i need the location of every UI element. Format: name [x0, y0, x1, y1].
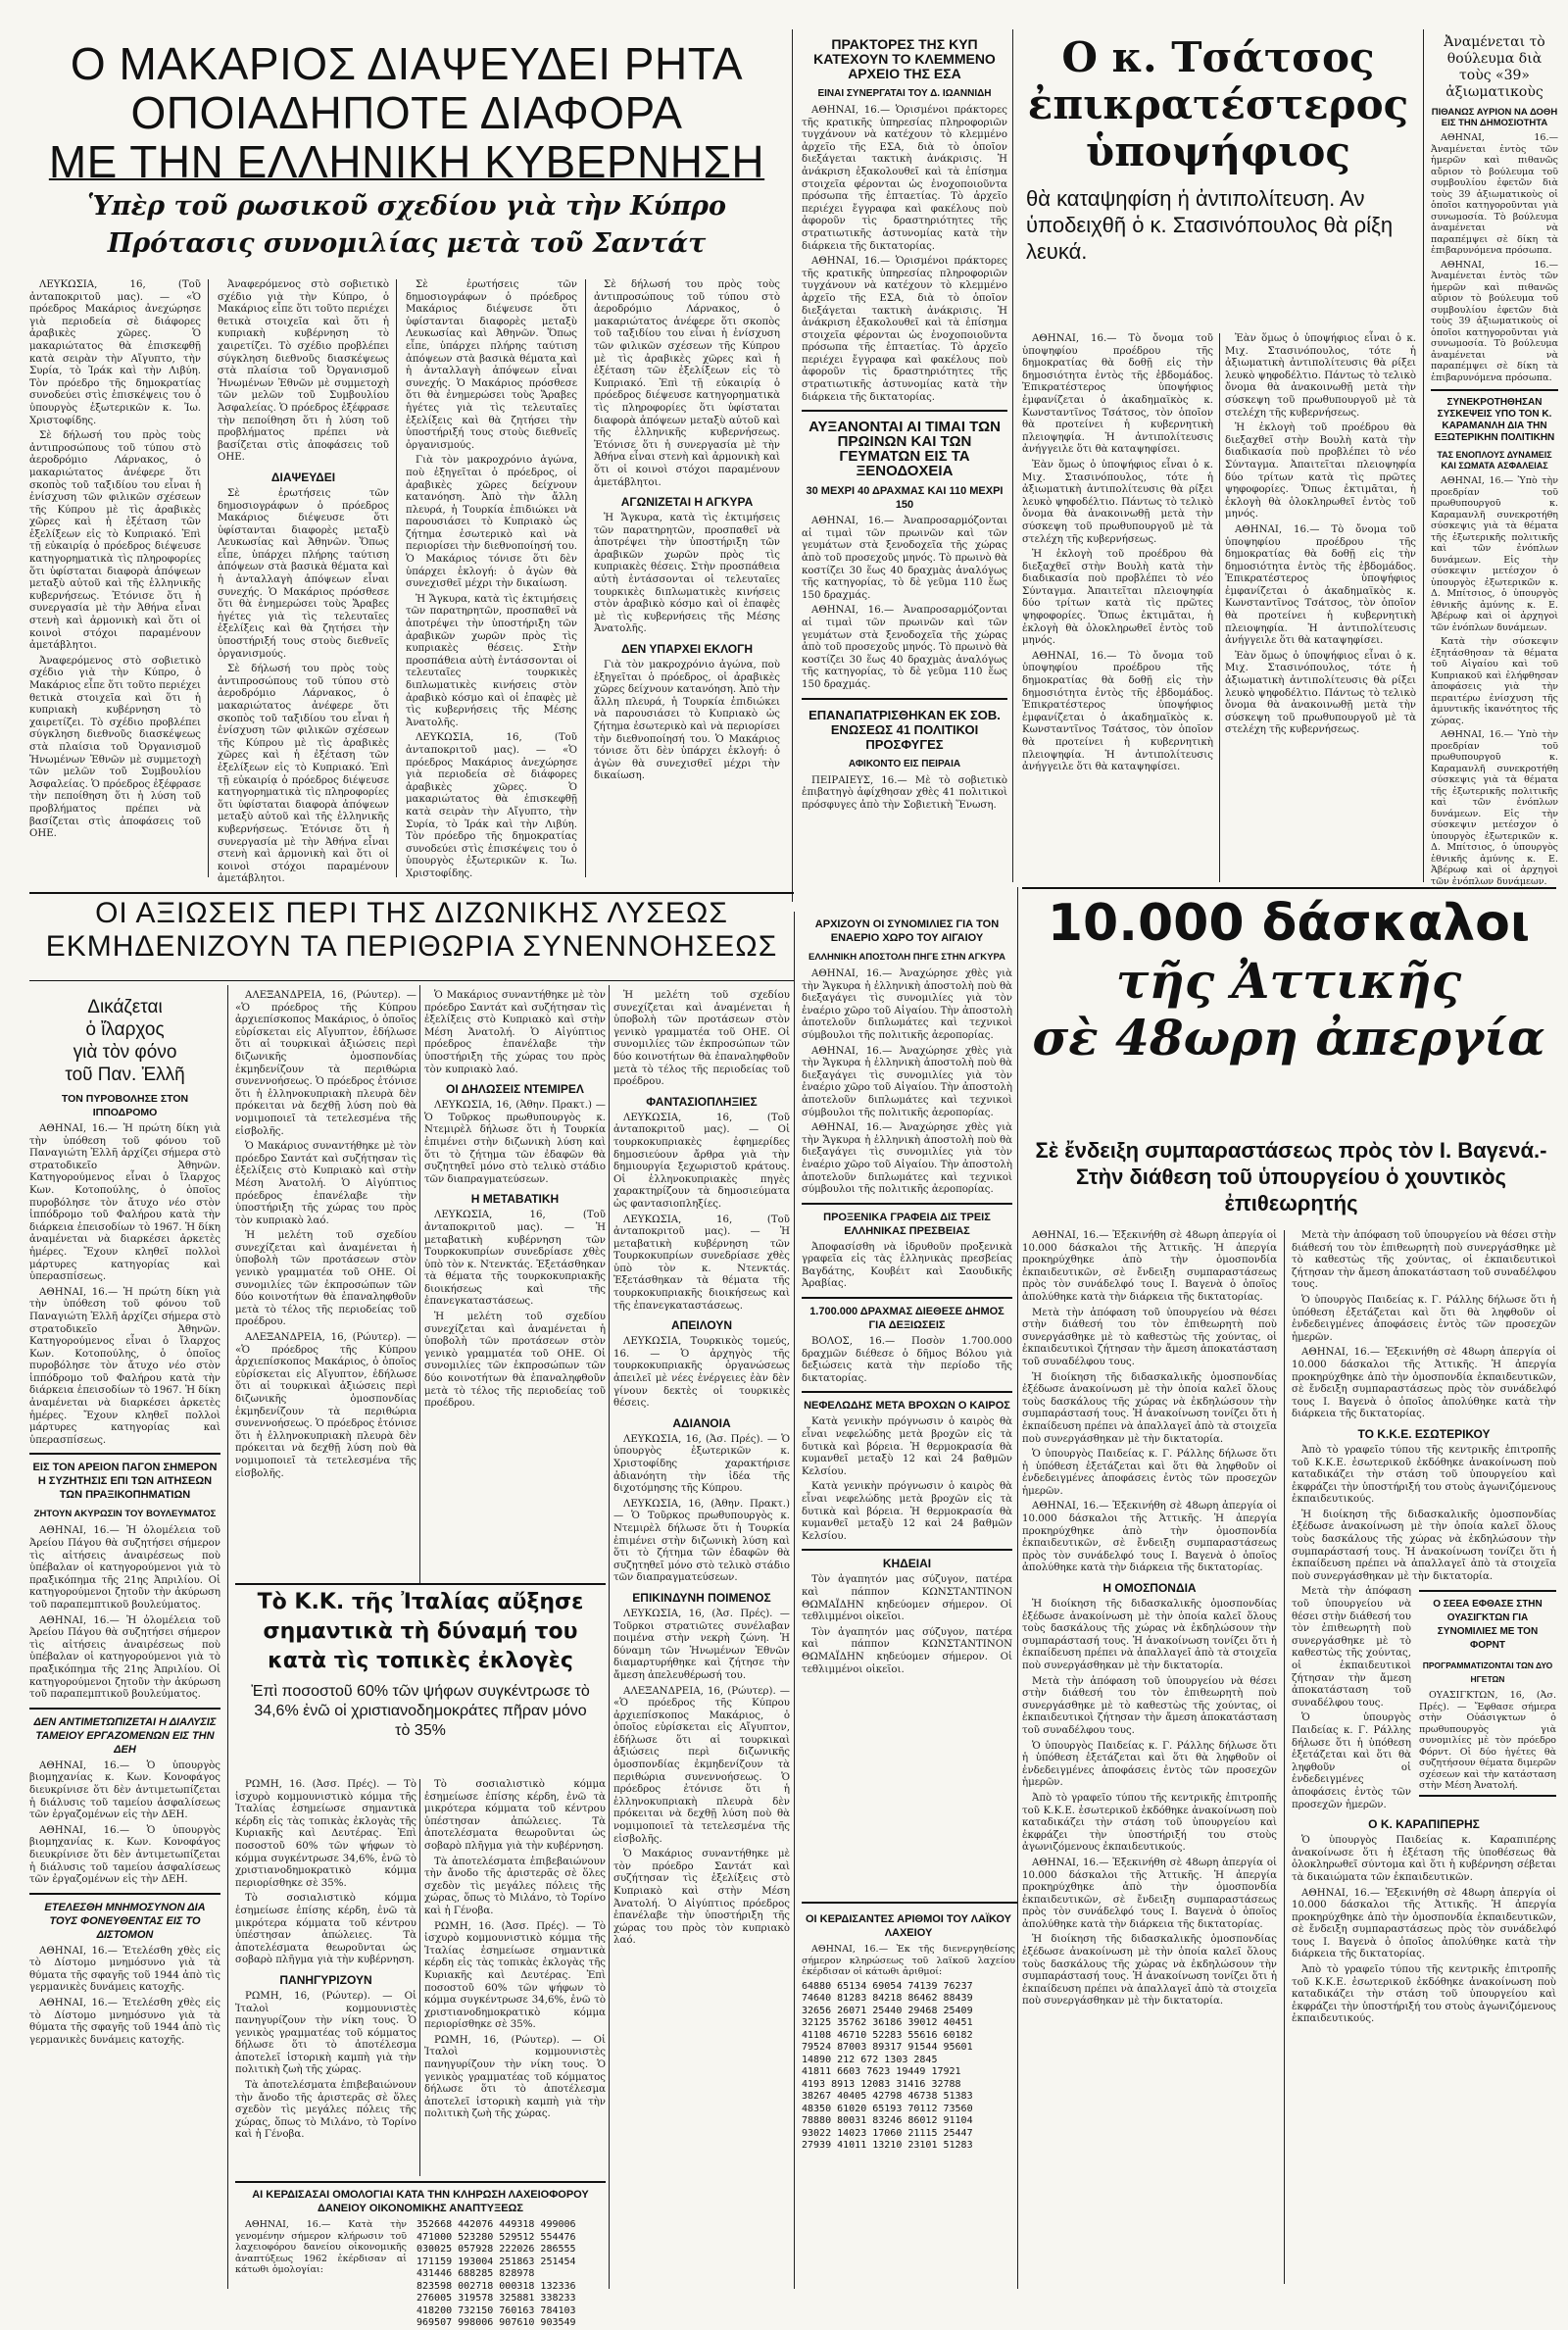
areios-pagos-subheading: ΖΗΤΟΥΝ ΑΚΥΡΩΣΙΝ ΤΟΥ ΒΟΥΛΕΥΜΑΤΟΣ [33, 1509, 217, 1520]
column-rule [609, 985, 610, 2289]
bizonal-paragraph: ΛΕΥΚΩΣΙΑ, Τουρκικὸς τομεύς, 16. — Ὁ ἀρχηγὸς τῆς τουρκοκυπριακῆς ὀργανώσεως ἀπειλεῖ μὲ νέες ἐνέργειες ἐὰν δὲν γίνουν δεκτὲς οἱ τουρκικὲς θέσεις. [613, 1336, 790, 1410]
bizonal-column-1 [235, 990, 416, 1583]
volos-heading: 1.700.000 ΔΡΑΧΜΑΣ ΔΙΕΘΕΣΕ ΔΗΜΟΣ ΓΙΑ ΔΕΞΙΩΣΕΙΣ [809, 1306, 1004, 1332]
trial-paragraph: ΑΘΗΝΑΙ, 16.— Ἡ πρώτη δίκη γιὰ τὴν ὑπόθεση τοῦ φόνου τοῦ Παναγιώτη Ἐλλῆ ἀρχίζει σήμερα στὸ στρατοδικεῖο Ἀθηνῶν. Κατηγορούμενος εἶναι ὁ ἴλαρχος Κων. Κοτοπούλης, ὁ ὁποῖος πυροβόλησε τὸν ἄτυχο νέο στὸν ἱππόδρομο τοῦ Φαλήρου κατὰ τὴν διάρκεια ἐπεισοδίων τὸ 1967. Ἡ δίκη ἀναμένεται νὰ διαρκέσει ἀρκετὲς ἡμέρες. Ἔχουν κληθεῖ πολλοὶ μάρτυρες κατηγορίας καὶ ὑπερασπίσεως. [29, 1123, 220, 1283]
column-rule [585, 279, 586, 877]
teachers-paragraph: Ὁ ὑπουργὸς Παιδείας κ. Γ. Ράλλης δήλωσε ὅτι ἡ ὑπόθεση ἐξετάζεται καὶ ὅτι θὰ ληφθοῦν οἱ ἐνδεδειγμένες ἀποφάσεις ἐντὸς τῶν προσεχῶν ἡμερῶν. [1292, 1294, 1556, 1343]
bizonal-column-3 [613, 990, 790, 2289]
dei-paragraph: ΑΘΗΝΑΙ, 16.— Ὁ ὑπουργὸς βιομηχανίας κ. Κων. Κονοφάγος διευκρίνισε ὅτι δὲν ἀντιμετωπίζεται ἡ διάλυσις τοῦ ταμείου ἀσφαλίσεως τῶν ἐργαζομένων εἰς τὴν ΔΕΗ. [29, 1824, 220, 1886]
teachers-paragraph: Μετὰ τὴν ἀπόφαση τοῦ ὑπουργείου νὰ θέσει στὴν διάθεσή του τὸν ἐπιθεωρητὴ ποὺ συνεργάσθηκε μὲ τὸ καθεστὼς τῆς χούντας, οἱ ἐκπαιδευτικοὶ ζήτησαν τὴν ἄμεση ἀποκατάσταση τοῦ συναδέλφου τους. [1022, 1307, 1277, 1367]
italy-paragraph: ΡΩΜΗ, 16. (Ἀσσ. Πρές). — Τὸ ἰσχυρὸ κομμουνιστικὸ κόμμα τῆς Ἰταλίας ἐσημείωσε σημαντικὰ κέρδη εἰς τὰς τοπικὰς ἐκλογὰς τῆς Κυριακῆς καὶ Δευτέρας. Ἐπὶ ποσοστοῦ 60% τῶν ψήφων τὸ κόμμα συγκέντρωσε 34,6%, ἐνῶ τὸ χριστιανοδημοκρατικὸ κόμμα περιορίσθηκε σὲ 35%. [424, 1920, 606, 2031]
italy-column-2 [424, 1779, 606, 2181]
karamanlis-meeting-paragraph: ΑΘΗΝΑΙ, 16.— Ὑπὸ τὴν προεδρίαν τοῦ πρωθυπουργοῦ κ. Καραμανλῆ συνεκροτήθη σύσκεψις γιὰ τὰ θέματα τῆς ἐξωτερικῆς πολιτικῆς καὶ τῶν ἐνόπλων δυνάμεων. Εἰς τὴν σύσκεψιν μετέσχον ὁ ὑπουργὸς ἐξωτερικῶν κ. Δ. Μπίτσιος, ὁ ὑπουργὸς ἐθνικῆς ἀμύνης κ. Ε. Ἀβέρωφ καὶ οἱ ἀρχηγοὶ τῶν ἐνόπλων δυνάμεων. [1431, 729, 1558, 887]
bizonal-paragraph: Ὁ Μακάριος συναντήθηκε μὲ τὸν πρόεδρο Σαντάτ καὶ συζήτησαν τὶς ἐξελίξεις στὸ Κυπριακὸ καὶ στὴν Μέση Ἀνατολή. Ὁ Αἰγύπτιος πρόεδρος ἐπανέλαβε τὴν ὑποστήριξη τῆς χώρας του πρὸς τὸν κυπριακὸ λαό. [613, 1849, 790, 1947]
aegean-column [802, 912, 1012, 1897]
lead-subheadline-1: Ὑπὲρ τοῦ ρωσικοῦ σχεδίου γιὰ τὴν Κύπρο [87, 191, 726, 222]
lottery-number-row: 74640 81283 84218 86462 88439 [802, 1993, 973, 2004]
teachers-paragraph: ΑΘΗΝΑΙ, 16.— Ἐξεκινήθη σὲ 48ωρη ἀπεργία οἱ 10.000 δάσκαλοι τῆς Ἀττικῆς. Ἡ ἀπεργία προκηρύχθηκε ἀπὸ τὴν ὁμοσπονδία ἐκπαιδευτικῶν, σὲ ἔνδειξη συμπαραστάσεως πρὸς τὸν συνάδελφό τους Ι. Βαγενὰ ὁ ὁποῖος ἀπολύθηκε κατὰ τὴν διάρκεια τῆς δικτατορίας. [1292, 1347, 1556, 1420]
funerals-heading: ΚΗΔΕΙΑΙ [882, 1557, 932, 1571]
bizonal-headline-line-1: ΟΙ ΑΞΙΩΣΕΙΣ ΠΕΡΙ ΤΗΣ ΔΙΖΩΝΙΚΗΣ ΛΥΣΕΩΣ [95, 897, 728, 929]
bizonal-section-heading: ΑΠΕΙΛΟΥΝ [670, 1318, 733, 1333]
bonds-block [235, 2186, 606, 2328]
hotel-prices-subheading: 30 ΜΕΧΡΙ 40 ΔΡΑΧΜΑΣ ΚΑΙ 110 ΜΕΧΡΙ 150 [806, 485, 1004, 512]
bizonal-paragraph: ΑΛΕΞΑΝΔΡΕΙΑ, 16, (Ρώυτερ). — «Ὁ πρόεδρος τῆς Κύπρου ἀρχιεπίσκοπος Μακάριος, ὁ ὁποῖος εὑρίσκεται εἰς Αἴγυπτον, ἐδήλωσε ὅτι αἱ τουρκικαὶ ἀξιώσεις περὶ διζωνικῆς ὁμοσπονδίας ἐκμηδενίζουν τὰ περιθώρια συνεννοήσεως. Ὁ πρόεδρος ἐτόνισε ὅτι ἡ ἑλληνοκυπριακὴ πλευρὰ δὲν πρόκειται νὰ δεχθῇ λύση ποὺ θὰ νομιμοποιεῖ τὰ τετελεσμένα τῆς εἰσβολῆς. [235, 1332, 416, 1479]
trial-paragraph: ΑΘΗΝΑΙ, 16.— Ἡ πρώτη δίκη γιὰ τὴν ὑπόθεση τοῦ φόνου τοῦ Παναγιώτη Ἐλλῆ ἀρχίζει σήμερα στὸ στρατοδικεῖο Ἀθηνῶν. Κατηγορούμενος εἶναι ὁ ἴλαρχος Κων. Κοτοπούλης, ὁ ὁποῖος πυροβόλησε τὸν ἄτυχο νέο στὸν ἱππόδρομο τοῦ Φαλήρου κατὰ τὴν διάρκεια ἐπεισοδίων τὸ 1967. Ἡ δίκη ἀναμένεται νὰ διαρκέσει ἀρκετὲς ἡμέρες. Ἔχουν κληθεῖ πολλοὶ μάρτυρες κατηγορίας καὶ ὑπερασπίσεως. [29, 1286, 220, 1446]
bonds-number-list [416, 2219, 603, 2330]
lottery-number-row: 48350 61020 65193 70112 73560 [802, 2103, 973, 2114]
column-rule [794, 912, 795, 2289]
italy-paragraph: ΡΩΜΗ, 16. (Ἀσσ. Πρές). — Τὸ ἰσχυρὸ κομμουνιστικὸ κόμμα τῆς Ἰταλίας ἐσημείωσε σημαντικὰ κέρδη εἰς τὰς τοπικὰς ἐκλογὰς τῆς Κυριακῆς καὶ Δευτέρας. Ἐπὶ ποσοστοῦ 60% τῶν ψήφων τὸ κόμμα συγκέντρωσε 34,6%, ἐνῶ τὸ χριστιανοδημοκρατικὸ κόμμα περιορίσθηκε σὲ 35%. [235, 1779, 416, 1889]
lead-column-2 [218, 279, 389, 885]
hotel-prices-paragraph: ΑΘΗΝΑΙ, 16.— Ἀναπροσαρμόζονται αἱ τιμαὶ τῶν πρωινῶν καὶ τῶν γευμάτων στὰ ξενοδοχεῖα τῆς χώρας ἀπὸ τοῦ προσεχοῦς μηνός. Τὸ πρωινὸ θὰ κοστίζει 30 ἕως 40 δραχμὰς ἀναλόγως τῆς κατηγορίας, τὸ δὲ γεῦμα 110 ἕως 150 δραχμάς. [802, 605, 1007, 690]
trial-heading-line-1: Δικάζεται [87, 997, 163, 1017]
areios-pagos-paragraph: ΑΘΗΝΑΙ, 16.— Ἡ ὁλομέλεια τοῦ Ἀρείου Πάγου θὰ συζητήσει σήμερον τὶς αἰτήσεις ἀναιρέσεως ποὺ ὑπέβαλαν οἱ κατηγορούμενοι γιὰ τὸ πραξικόπημα τῆς 21ης Ἀπριλίου. Οἱ κατηγορούμενοι ζητοῦν τὴν ἀκύρωση τοῦ παραπεμπτικοῦ βουλεύματος. [29, 1614, 220, 1701]
hotel-prices-paragraph: ΑΘΗΝΑΙ, 16.— Ἀναπροσαρμόζονται αἱ τιμαὶ τῶν πρωινῶν καὶ τῶν γευμάτων στὰ ξενοδοχεῖα τῆς χώρας ἀπὸ τοῦ προσεχοῦς μηνός. Τὸ πρωινὸ θὰ κοστίζει 30 ἕως 40 δραχμὰς ἀναλόγως τῆς κατηγορίας, τὸ δὲ γεῦμα 110 ἕως 150 δραχμάς. [802, 516, 1007, 601]
hotel-prices-heading: ΑΥΞΑΝΟΝΤΑΙ ΑΙ ΤΙΜΑΙ ΤΩΝ ΠΡΩΙΝΩΝ ΚΑΙ ΤΩΝ ΓΕΥΜΑΤΩΝ ΕΙΣ ΤΑ ΞΕΝΟΔΟΧΕΙΑ [808, 419, 1001, 480]
teachers-paragraph: Ὁ ὑπουργὸς Παιδείας κ. Γ. Ράλλης δήλωσε ὅτι ἡ ὑπόθεση ἐξετάζεται καὶ ὅτι θὰ ληφθοῦν οἱ ἐνδεδειγμένες ἀποφάσεις ἐντὸς τῶν προσεχῶν ἡμερῶν. [1292, 1712, 1411, 1810]
italy-paragraph: ΡΩΜΗ, 16, (Ρώυτερ). — Οἱ Ἰταλοὶ κομμουνιστὲς πανηγυρίζουν τὴν νίκη τους. Ὁ γενικὸς γραμματέας τοῦ κόμματος δήλωσε ὅτι τὸ ἀποτέλεσμα ἀποτελεῖ ἱστορικὴ καμπὴ γιὰ τὴν πολιτικὴ ζωὴ τῆς χώρας. [424, 2034, 606, 2120]
teachers-paragraph: Ὁ ὑπουργὸς Παιδείας κ. Καραπιπέρης ἀνακοίνωσε ὅτι ἡ ἐξέταση τῆς ὑποθέσεως θὰ ὁλοκληρωθεῖ σύντομα καὶ ὅτι ἡ κυβέρνηση σέβεται τὰ δικαιώματα τῶν ἐκπαιδευτικῶν. [1292, 1835, 1556, 1883]
italy-paragraph: Τὸ σοσιαλιστικὸ κόμμα ἐσημείωσε ἐπίσης κέρδη, ἐνῶ τὰ μικρότερα κόμματα τοῦ κέντρου ὑπέστησαν ἀπώλειες. Τὰ ἀποτελέσματα θεωροῦνται ὡς σοβαρὸ πλῆγμα γιὰ τὴν κυβέρνηση. [424, 1779, 606, 1852]
column-rule [792, 29, 793, 902]
tsatsos-paragraph: Ἐὰν ὅμως ὁ ὑποψήφιος εἶναι ὁ κ. Μιχ. Στασινόπουλος, τότε ἡ ἀξιωματικὴ ἀντιπολίτευσις θὰ ρίξει λευκὸ ψηφοδέλτιο. Πάντως τὸ τελικὸ ὄνομα θὰ ἀνακοινωθῇ μετὰ τὴν σύσκεψη τοῦ πρωθυπουργοῦ μὲ τὰ στελέχη τῆς κυβερνήσεως. [1225, 650, 1416, 736]
trial-heading-line-3: γιὰ τὸν φόνο [73, 1042, 177, 1063]
trial-heading-line-4: τοῦ Παν. Ἐλλῆ [65, 1065, 185, 1085]
lead-paragraph: ΛΕΥΚΩΣΙΑ, 16, (Τοῦ ἀνταποκριτοῦ μας). — «Ὁ πρόεδρος Μακάριος ἀνεχώρησε γιὰ περιοδεία σὲ διάφορες ἀραβικὲς χῶρες. Ὁ μακαριώτατος θὰ ἐπισκεφθῇ κατὰ σειρὰν τὴν Αἴγυπτο, τὴν Συρία, τὸ Ἰράκ καὶ τὴν Λιβύη. Τὸν πρόεδρο τῆς δημοκρατίας συνοδεύει στὶς ἐπισκέψεις του ὁ ὑπουργὸς ἐξωτερικῶν κ. Ἰω. Χριστοφίδης. [29, 279, 201, 426]
teachers-paragraph: Ἀπὸ τὸ γραφεῖο τύπου τῆς κεντρικῆς ἐπιτροπῆς τοῦ Κ.Κ.Ε. ἐσωτερικοῦ ἐκδόθηκε ἀνακοίνωση ποὺ καταδικάζει τὴν στάση τοῦ ὑπουργείου καὶ ἐκφράζει τὴν ὑποστήριξή του στοὺς ἀγωνιζόμενους ἐκπαιδευτικούς. [1292, 1444, 1556, 1506]
column-rule [419, 1779, 420, 2176]
weather-paragraph: Κατὰ γενικὴν πρόγνωσιν ὁ καιρὸς θὰ εἶναι νεφελώδης μετὰ βροχῶν εἰς τὰ δυτικὰ καὶ βόρεια. Ἡ θερμοκρασία θὰ κυμανθεῖ μεταξὺ 12 καὶ 24 βαθμῶν Κελσίου. [802, 1416, 1012, 1477]
aegean-heading: ΑΡΧΙΖΟΥΝ ΟΙ ΣΥΝΟΜΙΛΙΕΣ ΓΙΑ ΤΟΝ ΕΝΑΕΡΙΟ ΧΩΡΟ ΤΟΥ ΑΙΓΑΙΟΥ [814, 918, 1000, 944]
lead-headline-line-3: ΜΕ ΤΗΝ ΕΛΛΗΝΙΚΗ ΚΥΒΕΡΝΗΣΗ [48, 136, 765, 187]
column-rule [208, 279, 209, 877]
lottery-number-row: 79524 87003 89317 91544 95601 [802, 2042, 973, 2053]
column-rule [227, 985, 228, 2289]
distomo-paragraph: ΑΘΗΝΑΙ, 16.— Ἐτελέσθη χθὲς εἰς τὸ Δίστομο μνημόσυνο γιὰ τὰ θύματα τῆς σφαγῆς τοῦ 1944 ἀπὸ τὶς γερμανικὲς δυνάμεις κατοχῆς. [29, 1998, 220, 2046]
column-rule [1284, 1230, 1285, 2284]
funerals-paragraph: Τὸν ἀγαπητόν μας σύζυγον, πατέρα καὶ πάππον ΚΩΝΣΤΑΝΤΙΝΟΝ ΘΩΜΑΪΔΗΝ κηδεύομεν σήμερον. Οἱ τεθλιμμένοι οἰκεῖοι. [802, 1626, 1012, 1675]
tsatsos-paragraph: ΑΘΗΝΑΙ, 16.— Τὸ ὄνομα τοῦ ὑποψηφίου προέδρου τῆς δημοκρατίας θὰ δοθῇ εἰς τὴν δημοσιότητα ἐντὸς τῆς ἑβδομάδος. Ἐπικρατέστερος ὑποψήφιος ἐμφανίζεται ὁ ἀκαδημαϊκὸς κ. Κωνσταντῖνος Τσάτσος, τὸν ὁποῖον θὰ προτείνει ἡ κυβερνητικὴ πλειοψηφία. Ἡ ἀντιπολίτευσις ἀνήγγειλε ὅτι θὰ καταψηφίσει. [1022, 650, 1213, 773]
section-rule [1022, 887, 1556, 889]
teachers-headline-line-3: σὲ 48ωρη ἀπεργία [1032, 1009, 1545, 1066]
tsatsos-paragraph: Ἐὰν ὅμως ὁ ὑποψήφιος εἶναι ὁ κ. Μιχ. Στασινόπουλος, τότε ἡ ἀξιωματικὴ ἀντιπολίτευσις θὰ ρίξει λευκὸ ψηφοδέλτιο. Πάντως τὸ τελικὸ ὄνομα θὰ ἀνακοινωθῇ μετὰ τὴν σύσκεψη τοῦ πρωθυπουργοῦ μὲ τὰ στελέχη τῆς κυβερνήσεως. [1022, 459, 1213, 545]
consulates-paragraph: Ἀποφασίσθη νὰ ἱδρυθοῦν προξενικὰ γραφεῖα εἰς τὰς ἑλληνικὰς πρεσβείας Βαγδάτης, Κουβέιτ καὶ Σαουδικῆς Ἀραβίας. [802, 1241, 1012, 1290]
bizonal-paragraph: ΑΛΕΞΑΝΔΡΕΙΑ, 16, (Ρώυτερ). — «Ὁ πρόεδρος τῆς Κύπρου ἀρχιεπίσκοπος Μακάριος, ὁ ὁποῖος εὑρίσκεται εἰς Αἴγυπτον, ἐδήλωσε ὅτι αἱ τουρκικαὶ ἀξιώσεις περὶ διζωνικῆς ὁμοσπονδίας ἐκμηδενίζουν τὰ περιθώρια συνεννοήσεως. Ὁ πρόεδρος ἐτόνισε ὅτι ἡ ἑλληνοκυπριακὴ πλευρὰ δὲν πρόκειται νὰ δεχθῇ λύση ποὺ θὰ νομιμοποιεῖ τὰ τετελεσμένα τῆς εἰσβολῆς. [235, 990, 416, 1137]
bizonal-section-heading: ΕΠΙΚΙΝΔΥΝΗ ΠΟΙΜΕΝΟΣ [632, 1590, 771, 1605]
refugees-subheading: ΑΦΙΚΟΝΤΟ ΕΙΣ ΠΕΙΡΑΙΑ [848, 758, 961, 769]
bond-number-row: 418200 732150 760163 784103 [416, 2305, 576, 2316]
teachers-column-2 [1292, 1230, 1556, 2289]
italy-paragraph: Τὰ ἀποτελέσματα ἐπιβεβαιώνουν τὴν ἄνοδο τῆς ἀριστερᾶς σὲ ὅλες σχεδὸν τὶς μεγάλες πόλεις τῆς χώρας, ὅπως τὸ Μιλάνο, τὸ Τορίνο καὶ ἡ Γένοβα. [424, 1856, 606, 1916]
tsatsos-headline-block [1022, 34, 1414, 328]
lottery-block [802, 1907, 1015, 2289]
esa-archive-heading: ΠΡΑΚΤΟΡΕΣ ΤΗΣ ΚΥΠ ΚΑΤΕΧΟΥΝ ΤΟ ΚΛΕΜΜΕΝΟ ΑΡΧΕΙΟ ΤΗΣ ΕΣΑ [813, 36, 996, 81]
distomo-paragraph: ΑΘΗΝΑΙ, 16.— Ἐτελέσθη χθὲς εἰς τὸ Δίστομο μνημόσυνο γιὰ τὰ θύματα τῆς σφαγῆς τοῦ 1944 ἀπὸ τὶς γερμανικὲς δυνάμεις κατοχῆς. [29, 1945, 220, 1994]
column-rule [1017, 887, 1018, 2289]
esa-archive-paragraph: ΑΘΗΝΑΙ, 16.— Ὁρισμένοι πράκτορες τῆς κρατικῆς ὑπηρεσίας πληροφοριῶν τυγχάνουν νὰ κατέχουν τὸ κλεμμένο ἀρχεῖο τῆς ΕΣΑ, διὰ τὸ ὁποῖον διεξάγεται τακτικὴ ἀνάκρισις. Ἡ ἀνάκριση ἐξακολουθεῖ καὶ τὰ ἐπίσημα στοιχεῖα φέρονται ὡς ἐνοχοποιοῦντα πρόσωπα τῆς ἐπταετίας. Τὸ ἀρχεῖο περιέχει ἔγγραφα καὶ φακέλους ποὺ ἀφοροῦν τὶς δραστηριότητες τῆς στρατιωτικῆς ἀστυνομίας κατὰ τὴν διάρκεια τῆς δικτατορίας. [802, 105, 1007, 252]
teachers-section-heading: ΤΟ Κ.Κ.Ε. ΕΣΩΤΕΡΙΚΟΥ [1357, 1426, 1491, 1441]
italy-headline-line-2: σημαντικὰ τὴ δύναμή του [263, 1619, 578, 1644]
lottery-number-list [802, 1981, 1015, 2153]
volos-paragraph: ΒΟΛΟΣ, 16.— Ποσὸν 1.700.000 δραχμῶν διέθεσε ὁ δῆμος Βόλου γιὰ δεξιώσεις κατὰ τὴν περίοδο τῆς δικτατορίας. [802, 1336, 1012, 1384]
karamanlis-meeting-paragraph: ΑΘΗΝΑΙ, 16.— Ὑπὸ τὴν προεδρίαν τοῦ πρωθυπουργοῦ κ. Καραμανλῆ συνεκροτήθη σύσκεψις γιὰ τὰ θέματα τῆς ἐξωτερικῆς πολιτικῆς καὶ τῶν ἐνόπλων δυνάμεων. Εἰς τὴν σύσκεψιν μετέσχον ὁ ὑπουργὸς ἐξωτερικῶν κ. Δ. Μπίτσιος, ὁ ὑπουργὸς ἐθνικῆς ἀμύνης κ. Ε. Ἀβέρωφ καὶ οἱ ἀρχηγοὶ τῶν ἐνόπλων δυνάμεων. [1431, 475, 1558, 633]
lead-headline-line-1: Ο ΜΑΚΑΡΙΟΣ ΔΙΑΨΕΥΔΕΙ ΡΗΤΑ [70, 38, 744, 89]
lead-section-heading: ΔΙΑΨΕΥΔΕΙ [270, 470, 336, 484]
washington-subheading: ΠΡΟΓΡΑΜΜΑΤΙΖΟΝΤΑΙ ΤΩΝ ΔΥΟ ΗΓΕΤΩΝ [1422, 1661, 1553, 1685]
washington-box [1419, 1590, 1556, 1797]
bond-number-row: 276005 319578 325881 338233 [416, 2293, 576, 2304]
italy-subheadline: Ἐπὶ ποσοστοῦ 60% τῶν ψήφων συγκέντρωσε τὸ 34,6% ἐνῶ οἱ χριστιανοδημοκράτες πῆραν μόνο τὸ 35% [251, 1683, 590, 1739]
lead-paragraph: Σὲ δήλωσή του πρὸς τοὺς ἀντιπροσώπους τοῦ τύπου στὸ ἀεροδρόμιο Λάρνακος, ὁ μακαριώτατος ἀνέφερε ὅτι σκοπὸς τοῦ ταξιδίου του εἶναι ἡ ἐνίσχυση τῶν φιλικῶν σχέσεων τῆς Κύπρου μὲ τὶς ἀραβικὲς χῶρες καὶ ἡ ἐξέταση τῶν ἐξελίξεων εἰς τὸ Κυπριακό. Ἐπὶ τῇ εὐκαιρίᾳ ὁ πρόεδρος διέψευσε κατηγορηματικὰ τὶς πληροφορίες ὅτι ὑφίσταται διαφορὰ ἀπόψεων μεταξὺ αὐτοῦ καὶ τῆς ἑλληνικῆς κυβερνήσεως. Ἐτόνισε ὅτι ἡ συνεργασία μὲ τὴν Ἀθήνα εἶναι στενὴ καὶ ἀρμονικὴ καὶ ὅτι οἱ κοινοὶ στόχοι παραμένουν ἀμετάβλητοι. [218, 664, 389, 885]
lottery-number-row: 14890 212 672 1303 2845 [802, 2054, 938, 2065]
teachers-paragraph: Ἡ διοίκηση τῆς διδασκαλικῆς ὁμοσπονδίας ἐξέδωσε ἀνακοίνωση μὲ τὴν ὁποία καλεῖ ὅλους τοὺς δασκάλους τῆς χώρας νὰ ἐκδηλώσουν τὴν συμπαράστασή τους. Ἡ ἀνακοίνωση τονίζει ὅτι ἡ ἐκπαίδευση πρέπει νὰ ἀπαλλαγεῖ ἀπὸ τὰ στοιχεῖα ποὺ συνεργάσθηκαν μὲ τὴν δικτατορία. [1022, 1934, 1277, 2008]
bizonal-banner [29, 897, 794, 977]
aegean-paragraph: ΑΘΗΝΑΙ, 16.— Ἀναχώρησε χθὲς γιὰ τὴν Ἄγκυρα ἡ ἑλληνικὴ ἀποστολὴ ποὺ θὰ διεξαγάγει τὶς συνομιλίες γιὰ τὸν ἐναέριο χῶρο τοῦ Αἰγαίου. Τὴν ἀποστολὴ ἀποτελοῦν διπλωμάτες καὶ τεχνικοὶ σύμβουλοι τῆς πολιτικῆς ἀεροπορίας. [802, 1045, 1012, 1118]
aegean-paragraph: ΑΘΗΝΑΙ, 16.— Ἀναχώρησε χθὲς γιὰ τὴν Ἄγκυρα ἡ ἑλληνικὴ ἀποστολὴ ποὺ θὰ διεξαγάγει τὶς συνομιλίες γιὰ τὸν ἐναέριο χῶρο τοῦ Αἰγαίου. Τὴν ἀποστολὴ ἀποτελοῦν διπλωμάτες καὶ τεχνικοὶ σύμβουλοι τῆς πολιτικῆς ἀεροπορίας. [802, 1122, 1012, 1196]
teachers-subheadline-block [1029, 1137, 1553, 1225]
bizonal-section-heading: ΑΔΙΑΝΟΙΑ [672, 1415, 731, 1430]
bizonal-paragraph: ΛΕΥΚΩΣΙΑ, 16, (Ἀθην. Πρακτ.) — Ὁ Τοῦρκος πρωθυπουργὸς κ. Ντεμιρὲλ δήλωσε ὅτι ἡ Τουρκία ἐπιμένει στὴν διζωνικὴ λύση καὶ ὅτι τὸ ζήτημα τῶν ἐδαφῶν θὰ συζητηθεῖ μόνο στὸ τελικὸ στάδιο τῶν διαπραγματεύσεων. [613, 1498, 790, 1584]
tsatsos-paragraph: Ἡ ἐκλογὴ τοῦ προέδρου θὰ διεξαχθεῖ στὴν Βουλὴ κατὰ τὴν διαδικασία ποὺ προβλέπει τὸ νέο Σύνταγμα. Ἀπαιτεῖται πλειοψηφία δύο τρίτων κατὰ τὶς πρῶτες ψηφοφορίες. Ὅπως ἐκτιμᾶται, ἡ ἐκλογὴ θὰ ὁλοκληρωθεῖ ἐντὸς τοῦ μηνός. [1022, 549, 1213, 647]
bizonal-paragraph: Ἡ μελέτη τοῦ σχεδίου συνεχίζεται καὶ ἀναμένεται ἡ ὑποβολὴ τῶν προτάσεων στὸν γενικὸ γραμματέα τοῦ ΟΗΕ. Οἱ συνομιλίες τῶν ἐκπροσώπων τῶν δύο κοινοτήτων θὰ ἐπαναληφθοῦν μετὰ τὸ τέλος τῆς περιοδείας τοῦ προέδρου. [424, 1312, 606, 1410]
verdict-paragraph: ΑΘΗΝΑΙ, 16.— Ἀναμένεται ἐντὸς τῶν ἡμερῶν καὶ πιθανῶς αὔριον τὸ βούλευμα τοῦ συμβουλίου ἐφετῶν διὰ τοὺς 39 ἀξιωματικοὺς οἱ ὁποῖοι κατηγοροῦνται γιὰ συνωμοσία. Τὸ βούλευμα ἀναμένεται νὰ παραπέμψει σὲ δίκη τὰ ἐπιβαρυνόμενα πρόσωπα. [1431, 259, 1558, 383]
lead-paragraph: Ἡ Ἄγκυρα, κατὰ τὶς ἐκτιμήσεις τῶν παρατηρητῶν, προσπαθεῖ νὰ ἀποτρέψει τὴν ὑποστήριξη τῶν ἀραβικῶν χωρῶν πρὸς τὶς κυπριακὲς θέσεις. Στὴν προσπάθεια αὐτὴ ἐντάσσονται οἱ τελευταῖες τουρκικὲς διπλωματικὲς κινήσεις στὸν ἀραβικὸ κόσμο καὶ οἱ ἐπαφὲς μὲ τὶς κυβερνήσεις τῆς Μέσης Ἀνατολῆς. [406, 593, 577, 728]
lottery-number-row: 93022 14023 17060 21115 25447 [802, 2127, 973, 2139]
bizonal-paragraph: ΑΛΕΞΑΝΔΡΕΙΑ, 16, (Ρώυτερ). — «Ὁ πρόεδρος τῆς Κύπρου ἀρχιεπίσκοπος Μακάριος, ὁ ὁποῖος εὑρίσκεται εἰς Αἴγυπτον, ἐδήλωσε ὅτι αἱ τουρκικαὶ ἀξιώσεις περὶ διζωνικῆς ὁμοσπονδίας ἐκμηδενίζουν τὰ περιθώρια συνεννοήσεως. Ὁ πρόεδρος ἐτόνισε ὅτι ἡ ἑλληνοκυπριακὴ πλευρὰ δὲν πρόκειται νὰ δεχθῇ λύση ποὺ θὰ νομιμοποιεῖ τὰ τετελεσμένα τῆς εἰσβολῆς. [613, 1685, 790, 1845]
bond-number-row: 823598 002718 000318 132336 [416, 2280, 576, 2292]
lead-headline-line-2: ΟΠΟΙΑΔΗΠΟΤΕ ΔΙΑΦΟΡΑ [130, 87, 683, 138]
bond-number-row: 030025 057928 222026 286555 [416, 2244, 576, 2255]
italy-paragraph: Τὰ ἀποτελέσματα ἐπιβεβαιώνουν τὴν ἄνοδο τῆς ἀριστερᾶς σὲ ὅλες σχεδὸν τὶς μεγάλες πόλεις τῆς χώρας, ὅπως τὸ Μιλάνο, τὸ Τορίνο καὶ ἡ Γένοβα. [235, 2080, 416, 2141]
tsatsos-headline-line-1: Ο κ. Τσάτσος [1061, 33, 1375, 81]
lower-left-column [29, 990, 220, 2289]
column-rule [1219, 333, 1220, 882]
consulates-heading: ΠΡΟΞΕΝΙΚΑ ΓΡΑΦΕΙΑ ΔΙΣ ΤΡΕΙΣ ΕΛΛΗΝΙΚΑΣ ΠΡΕΣΒΕΙΑΣ [823, 1211, 991, 1237]
teachers-paragraph: ΑΘΗΝΑΙ, 16.— Ἐξεκινήθη σὲ 48ωρη ἀπεργία οἱ 10.000 δάσκαλοι τῆς Ἀττικῆς. Ἡ ἀπεργία προκηρύχθηκε ἀπὸ τὴν ὁμοσπονδία ἐκπαιδευτικῶν, σὲ ἔνδειξη συμπαραστάσεως πρὸς τὸν συνάδελφό τους Ι. Βαγενὰ ὁ ὁποῖος ἀπολύθηκε κατὰ τὴν διάρκεια τῆς δικτατορίας. [1022, 1230, 1277, 1303]
lottery-number-row: 64880 65134 69054 74139 76237 [802, 1980, 973, 1992]
bizonal-headline-line-2: ΕΚΜΗΔΕΝΙΖΟΥΝ ΤΑ ΠΕΡΙΘΩΡΙΑ ΣΥΝΕΝΝΟΗΣΕΩΣ [45, 930, 778, 963]
teachers-paragraph: Ἀπὸ τὸ γραφεῖο τύπου τῆς κεντρικῆς ἐπιτροπῆς τοῦ Κ.Κ.Ε. ἐσωτερικοῦ ἐκδόθηκε ἀνακοίνωση ποὺ καταδικάζει τὴν στάση τοῦ ὑπουργείου καὶ ἐκφράζει τὴν ὑποστήριξή του στοὺς ἀγωνιζόμενους ἐκπαιδευτικούς. [1292, 1964, 1556, 2025]
column-rule [1012, 29, 1013, 882]
teachers-paragraph: ΑΘΗΝΑΙ, 16.— Ἐξεκινήθη σὲ 48ωρη ἀπεργία οἱ 10.000 δάσκαλοι τῆς Ἀττικῆς. Ἡ ἀπεργία προκηρύχθηκε ἀπὸ τὴν ὁμοσπονδία ἐκπαιδευτικῶν, σὲ ἔνδειξη συμπαραστάσεως πρὸς τὸν συνάδελφό τους Ι. Βαγενὰ ὁ ὁποῖος ἀπολύθηκε κατὰ τὴν διάρκεια τῆς δικτατορίας. [1022, 1501, 1277, 1574]
bond-number-row: 352668 442076 449318 499006 [416, 2219, 576, 2230]
areios-pagos-paragraph: ΑΘΗΝΑΙ, 16.— Ἡ ὁλομέλεια τοῦ Ἀρείου Πάγου θὰ συζητήσει σήμερον τὶς αἰτήσεις ἀναιρέσεως ποὺ ὑπέβαλαν οἱ κατηγορούμενοι γιὰ τὸ πραξικόπημα τῆς 21ης Ἀπριλίου. Οἱ κατηγορούμενοι ζητοῦν τὴν ἀκύρωση τοῦ παραπεμπτικοῦ βουλεύματος. [29, 1525, 220, 1611]
bond-number-row: 471000 523280 529512 554476 [416, 2231, 576, 2243]
lottery-number-row: 27939 41011 13210 23101 51283 [802, 2140, 973, 2151]
bizonal-column-2 [424, 990, 606, 1583]
teachers-paragraph: Ἡ διοίκηση τῆς διδασκαλικῆς ὁμοσπονδίας ἐξέδωσε ἀνακοίνωση μὲ τὴν ὁποία καλεῖ ὅλους τοὺς δασκάλους τῆς χώρας νὰ ἐκδηλώσουν τὴν συμπαράστασή τους. Ἡ ἀνακοίνωση τονίζει ὅτι ἡ ἐκπαίδευση πρέπει νὰ ἀπαλλαγεῖ ἀπὸ τὰ στοιχεῖα ποὺ συνεργάσθηκαν μὲ τὴν δικτατορία. [1292, 1509, 1556, 1582]
teachers-headline-line-1: 10.000 δάσκαλοι [1047, 894, 1531, 953]
teachers-paragraph: Ἀπὸ τὸ γραφεῖο τύπου τῆς κεντρικῆς ἐπιτροπῆς τοῦ Κ.Κ.Ε. ἐσωτερικοῦ ἐκδόθηκε ἀνακοίνωση ποὺ καταδικάζει τὴν στάση τοῦ ὑπουργείου καὶ ἐκφράζει τὴν ὑποστήριξή του στοὺς ἀγωνιζόμενους ἐκπαιδευτικούς. [1022, 1792, 1277, 1854]
lead-column-4 [594, 279, 780, 882]
tsatsos-paragraph: ΑΘΗΝΑΙ, 16.— Τὸ ὄνομα τοῦ ὑποψηφίου προέδρου τῆς δημοκρατίας θὰ δοθῇ εἰς τὴν δημοσιότητα ἐντὸς τῆς ἑβδομάδος. Ἐπικρατέστερος ὑποψήφιος ἐμφανίζεται ὁ ἀκαδημαϊκὸς κ. Κωνσταντῖνος Τσάτσος, τὸν ὁποῖον θὰ προτείνει ἡ κυβερνητικὴ πλειοψηφία. Ἡ ἀντιπολίτευσις ἀνήγγειλε ὅτι θὰ καταψηφίσει. [1022, 333, 1213, 456]
areios-pagos-heading: ΕΙΣ ΤΟΝ ΑΡΕΙΟΝ ΠΑΓΟΝ ΣΗΜΕΡΟΝ Η ΣΥΖΗΤΗΣΙΣ ΕΠΙ ΤΩΝ ΑΙΤΗΣΕΩΝ ΤΩΝ ΠΡΑΞΙΚΟΠΗΜΑΤΙΩΝ [32, 1462, 218, 1502]
right-column-top [1431, 34, 1558, 887]
lead-paragraph: Ἀναφερόμενος στὸ σοβιετικὸ σχέδιο γιὰ τὴν Κύπρο, ὁ Μακάριος εἶπε ὅτι τοῦτο περιέχει θετικὰ στοιχεῖα καὶ ὅτι ἡ κυπριακὴ κυβέρνηση τὸ χαιρετίζει. Τὸ σχέδιο προβλέπει σύγκληση διεθνοῦς διασκέψεως στὰ πλαίσια τοῦ Ὀργανισμοῦ Ἡνωμένων Ἐθνῶν μὲ συμμετοχὴ τῶν μελῶν τοῦ Συμβουλίου Ἀσφαλείας. Ὁ πρόεδρος ἐξέφρασε τὴν πεποίθηση ὅτι ἡ λύση τοῦ προβλήματος πρέπει νὰ βασίζεται στὶς ἀποφάσεις τοῦ ΟΗΕ. [29, 655, 201, 840]
funerals-paragraph: Τὸν ἀγαπητόν μας σύζυγον, πατέρα καὶ πάππον ΚΩΝΣΤΑΝΤΙΝΟΝ ΘΩΜΑΪΔΗΝ κηδεύομεν σήμερον. Οἱ τεθλιμμένοι οἰκεῖοι. [802, 1574, 1012, 1623]
teachers-paragraph: Ἡ διοίκηση τῆς διδασκαλικῆς ὁμοσπονδίας ἐξέδωσε ἀνακοίνωση μὲ τὴν ὁποία καλεῖ ὅλους τοὺς δασκάλους τῆς χώρας νὰ ἐκδηλώσουν τὴν συμπαράστασή τους. Ἡ ἀνακοίνωση τονίζει ὅτι ἡ ἐκπαίδευση πρέπει νὰ ἀπαλλαγεῖ ἀπὸ τὰ στοιχεῖα ποὺ συνεργάσθηκαν μὲ τὴν δικτατορία. [1022, 1599, 1277, 1671]
teachers-column-1 [1022, 1230, 1277, 2289]
lead-headline-block [29, 39, 784, 265]
section-rule [29, 980, 794, 981]
washington-paragraph: ΟΥΑΣΙΓΚΤΩΝ, 16, (Ἀσ. Πρές). — Ἔφθασε σήμερα στὴν Οὐάσιγκτων ὁ πρωθυπουργὸς γιὰ συνομιλίες μὲ τὸν πρόεδρο Φόρντ. Οἱ δύο ἡγέτες θὰ συζητήσουν θέματα διμερῶν σχέσεων καὶ τὴν κατάσταση στὴν Μέση Ἀνατολή. [1419, 1690, 1556, 1792]
tsatsos-headline-line-3: ὑποψήφιος [1086, 127, 1350, 175]
lottery-number-row: 41108 46710 52283 55616 60182 [802, 2029, 973, 2041]
bizonal-section-heading: ΦΑΝΤΑΣΙΟΠΛΗΞΙΕΣ [646, 1094, 758, 1109]
italy-paragraph: Τὸ σοσιαλιστικὸ κόμμα ἐσημείωσε ἐπίσης κέρδη, ἐνῶ τὰ μικρότερα κόμματα τοῦ κέντρου ὑπέστησαν ἀπώλειες. Τὰ ἀποτελέσματα θεωροῦνται ὡς σοβαρὸ πλῆγμα γιὰ τὴν κυβέρνηση. [235, 1893, 416, 1966]
dei-heading: ΔΕΝ ΑΝΤΙΜΕΤΩΠΙΖΕΤΑΙ Η ΔΙΑΛΥΣΙΣ ΤΑΜΕΙΟΥ ΕΡΓΑΖΟΜΕΝΩΝ ΕΙΣ ΤΗΝ ΔΕΗ [33, 1715, 217, 1756]
karamanlis-meeting-subheading: ΤΑΣ ΕΝΟΠΛΟΥΣ ΔΥΝΑΜΕΙΣ ΚΑΙ ΣΩΜΑΤΑ ΑΣΦΑΛΕΙΑΣ [1437, 450, 1552, 471]
section-rule [235, 1583, 606, 1585]
teachers-paragraph: ΑΘΗΝΑΙ, 16.— Ἐξεκινήθη σὲ 48ωρη ἀπεργία οἱ 10.000 δάσκαλοι τῆς Ἀττικῆς. Ἡ ἀπεργία προκηρύχθηκε ἀπὸ τὴν ὁμοσπονδία ἐκπαιδευτικῶν, σὲ ἔνδειξη συμπαραστάσεως πρὸς τὸν συνάδελφό τους Ι. Βαγενὰ ὁ ὁποῖος ἀπολύθηκε κατὰ τὴν διάρκεια τῆς δικτατορίας. [1022, 1857, 1277, 1930]
column-rule [419, 985, 420, 1583]
bizonal-section-heading: ΟΙ ΔΗΛΩΣΕΙΣ ΝΤΕΜΙΡΕΛ [446, 1082, 584, 1097]
weather-heading: ΝΕΦΕΛΩΔΗΣ ΜΕΤΑ ΒΡΟΧΩΝ Ο ΚΑΙΡΟΣ [804, 1400, 1010, 1413]
italy-headline-line-3: κατὰ τὶς τοπικὲς ἐκλογὲς [268, 1649, 573, 1673]
verdict-heading: Ἀναμένεται τὸ θούλευμα διὰ τοὺς «39» ἀξιωματικοὺς [1444, 34, 1545, 100]
lead-column-3 [406, 279, 577, 882]
italy-headline-line-1: Τὸ Κ.Κ. τῆς Ἰταλίας αὔξησε [257, 1590, 584, 1614]
section-rule [29, 892, 794, 894]
italy-section-heading: ΠΑΝΗΓΥΡΙΖΟΥΝ [279, 1972, 372, 1987]
teachers-subheadline: Σὲ ἔνδειξη συμπαραστάσεως πρὸς τὸν Ι. Βαγενά.- Στὴν διάθεση τοῦ ὑπουργείου ὁ χουντικὸς ἐπιθεωρητής [1035, 1138, 1547, 1215]
bizonal-paragraph: Ὁ Μακάριος συναντήθηκε μὲ τὸν πρόεδρο Σαντάτ καὶ συζήτησαν τὶς ἐξελίξεις στὸ Κυπριακὸ καὶ στὴν Μέση Ἀνατολή. Ὁ Αἰγύπτιος πρόεδρος ἐπανέλαβε τὴν ὑποστήριξη τῆς χώρας του πρὸς τὸν κυπριακὸ λαό. [235, 1141, 416, 1226]
lottery-number-row: 32125 35762 36186 39012 40451 [802, 2017, 973, 2028]
washington-heading: Ο ΣΕΕΑ ΕΦΘΑΣΕ ΣΤΗΝ ΟΥΑΣΙΓΚΤΩΝ ΓΙΑ ΣΥΝΟΜΙΛΙΕΣ ΜΕ ΤΟΝ ΦΟΡΝΤ [1433, 1599, 1543, 1652]
lead-paragraph: Γιὰ τὸν μακροχρόνιο ἀγώνα, ποὺ ἐξηγεῖται ὁ πρόεδρος, οἱ ἀραβικὲς χῶρες δείχνουν κατανόηση. Ἀπὸ τὴν ἄλλη πλευρά, ἡ Τουρκία ἐπιδιώκει νὰ παρουσιάσει τὸ Κυπριακὸ ὡς ζήτημα ἐσωτερικὸ καὶ νὰ περιορίσει τὴν διεθνοποίησή του. Ὁ Μακάριος τόνισε ὅτι δὲν ὑπάρχει ἐκλογή: ὁ ἀγὼν θὰ συνεχισθεῖ μέχρι τὴν δικαίωση. [406, 455, 577, 590]
lead-paragraph: Σὲ ἐρωτήσεις τῶν δημοσιογράφων ὁ πρόεδρος Μακάριος διέψευσε ὅτι ὑφίστανται διαφορὲς μεταξὺ Λευκωσίας καὶ Ἀθηνῶν. Ὅπως εἶπε, ὑπάρχει πλήρης ταύτιση ἀπόψεων στὰ βασικὰ θέματα καὶ ἡ ἀνταλλαγὴ ἀπόψεων εἶναι συνεχής. Ὁ Μακάριος πρόσθεσε ὅτι θὰ ἐνημερώσει τοὺς Ἄραβες ἡγέτες γιὰ τὶς τελευταῖες ἐξελίξεις καὶ θὰ ζητήσει τὴν ὑποστήριξή τους στοὺς διεθνεῖς ὀργανισμούς. [218, 487, 389, 660]
weather-paragraph: Κατὰ γενικὴν πρόγνωσιν ὁ καιρὸς θὰ εἶναι νεφελώδης μετὰ βροχῶν εἰς τὰ δυτικὰ καὶ βόρεια. Ἡ θερμοκρασία θὰ κυμανθεῖ μεταξὺ 12 καὶ 24 βαθμῶν Κελσίου. [802, 1481, 1012, 1542]
teachers-paragraph: ΑΘΗΝΑΙ, 16.— Ἐξεκινήθη σὲ 48ωρη ἀπεργία οἱ 10.000 δάσκαλοι τῆς Ἀττικῆς. Ἡ ἀπεργία προκηρύχθηκε ἀπὸ τὴν ὁμοσπονδία ἐκπαιδευτικῶν, σὲ ἔνδειξη συμπαραστάσεως πρὸς τὸν συνάδελφό τους Ι. Βαγενὰ ὁ ὁποῖος ἀπολύθηκε κατὰ τὴν διάρκεια τῆς δικτατορίας. [1292, 1887, 1556, 1960]
lead-paragraph: Ἀναφερόμενος στὸ σοβιετικὸ σχέδιο γιὰ τὴν Κύπρο, ὁ Μακάριος εἶπε ὅτι τοῦτο περιέχει θετικὰ στοιχεῖα καὶ ὅτι ἡ κυπριακὴ κυβέρνηση τὸ χαιρετίζει. Τὸ σχέδιο προβλέπει σύγκληση διεθνοῦς διασκέψεως στὰ πλαίσια τοῦ Ὀργανισμοῦ Ἡνωμένων Ἐθνῶν μὲ συμμετοχὴ τῶν μελῶν τοῦ Συμβουλίου Ἀσφαλείας. Ὁ πρόεδρος ἐξέφρασε τὴν πεποίθηση ὅτι ἡ λύση τοῦ προβλήματος πρέπει νὰ βασίζεται στὶς ἀποφάσεις τοῦ ΟΗΕ. [218, 279, 389, 464]
dei-paragraph: ΑΘΗΝΑΙ, 16.— Ὁ ὑπουργὸς βιομηχανίας κ. Κων. Κονοφάγος διευκρίνισε ὅτι δὲν ἀντιμετωπίζεται ἡ διάλυσις τοῦ ταμείου ἀσφαλίσεως τῶν ἐργαζομένων εἰς τὴν ΔΕΗ. [29, 1760, 220, 1821]
tsatsos-paragraph: Ἡ ἐκλογὴ τοῦ προέδρου θὰ διεξαχθεῖ στὴν Βουλὴ κατὰ τὴν διαδικασία ποὺ προβλέπει τὸ νέο Σύνταγμα. Ἀπαιτεῖται πλειοψηφία δύο τρίτων κατὰ τὶς πρῶτες ψηφοφορίες. Ὅπως ἐκτιμᾶται, ἡ ἐκλογὴ θὰ ὁλοκληρωθεῖ ἐντὸς τοῦ μηνός. [1225, 422, 1416, 521]
section-rule [802, 1902, 1017, 1904]
teachers-section-heading: Η ΟΜΟΣΠΟΝΔΙΑ [1102, 1581, 1197, 1596]
teachers-paragraph: Μετὰ τὴν ἀπόφαση τοῦ ὑπουργείου νὰ θέσει στὴν διάθεσή του τὸν ἐπιθεωρητὴ ποὺ συνεργάσθηκε μὲ τὸ καθεστὼς τῆς χούντας, οἱ ἐκπαιδευτικοὶ ζήτησαν τὴν ἄμεση ἀποκατάσταση τοῦ συναδέλφου τους. [1292, 1230, 1556, 1291]
distomo-heading: ΕΤΕΛΕΣΘΗ ΜΝΗΜΟΣΥΝΟΝ ΔΙΑ ΤΟΥΣ ΦΟΝΕΥΘΕΝΤΑΣ ΕΙΣ ΤΟ ΔΙΣΤΟΜΟΝ [44, 1901, 206, 1941]
lottery-paragraph: ΑΘΗΝΑΙ, 16.— Ἐκ τῆς διενεργηθείσης σήμερον κληρώσεως τοῦ λαϊκοῦ λαχείου ἐκέρδισαν οἱ κάτωθι ἀριθμοί: [802, 1944, 1015, 1977]
lead-subheadline-2: Πρότασις συνομιλίας μετὰ τοῦ Σαντάτ [107, 228, 707, 259]
teachers-headline-line-2: τῆς Ἀττικῆς [1115, 952, 1462, 1010]
teachers-paragraph: Ὁ ὑπουργὸς Παιδείας κ. Γ. Ράλλης δήλωσε ὅτι ἡ ὑπόθεση ἐξετάζεται καὶ ὅτι θὰ ληφθοῦν οἱ ἐνδεδειγμένες ἀποφάσεις ἐντὸς τῶν προσεχῶν ἡμερῶν. [1022, 1449, 1277, 1497]
lead-paragraph: Ἡ Ἄγκυρα, κατὰ τὶς ἐκτιμήσεις τῶν παρατηρητῶν, προσπαθεῖ νὰ ἀποτρέψει τὴν ὑποστήριξη τῶν ἀραβικῶν χωρῶν πρὸς τὶς κυπριακὲς θέσεις. Στὴν προσπάθεια αὐτὴ ἐντάσσονται οἱ τελευταῖες τουρκικὲς διπλωματικὲς κινήσεις στὸν ἀραβικὸ κόσμο καὶ οἱ ἐπαφὲς μὲ τὶς κυβερνήσεις τῆς Μέσης Ἀνατολῆς. [594, 513, 780, 635]
lead-paragraph: Σὲ ἐρωτήσεις τῶν δημοσιογράφων ὁ πρόεδρος Μακάριος διέψευσε ὅτι ὑφίστανται διαφορὲς μεταξὺ Λευκωσίας καὶ Ἀθηνῶν. Ὅπως εἶπε, ὑπάρχει πλήρης ταύτιση ἀπόψεων στὰ βασικὰ θέματα καὶ ἡ ἀνταλλαγὴ ἀπόψεων εἶναι συνεχής. Ὁ Μακάριος πρόσθεσε ὅτι θὰ ἐνημερώσει τοὺς Ἄραβες ἡγέτες γιὰ τὶς τελευταῖες ἐξελίξεις καὶ θὰ ζητήσει τὴν ὑποστήριξή τους στοὺς διεθνεῖς ὀργανισμούς. [406, 279, 577, 451]
lottery-number-row: 38267 40405 42798 46738 51383 [802, 2091, 973, 2102]
lead-paragraph: ΛΕΥΚΩΣΙΑ, 16, (Τοῦ ἀνταποκριτοῦ μας). — «Ὁ πρόεδρος Μακάριος ἀνεχώρησε γιὰ περιοδεία σὲ διάφορες ἀραβικὲς χῶρες. Ὁ μακαριώτατος θὰ ἐπισκεφθῇ κατὰ σειρὰν τὴν Αἴγυπτο, τὴν Συρία, τὸ Ἰράκ καὶ τὴν Λιβύη. Τὸν πρόεδρο τῆς δημοκρατίας συνοδεύει στὶς ἐπισκέψεις του ὁ ὑπουργὸς ἐξωτερικῶν κ. Ἰω. Χριστοφίδης. [406, 732, 577, 879]
esa-archive-paragraph: ΑΘΗΝΑΙ, 16.— Ὁρισμένοι πράκτορες τῆς κρατικῆς ὑπηρεσίας πληροφοριῶν τυγχάνουν νὰ κατέχουν τὸ κλεμμένο ἀρχεῖο τῆς ΕΣΑ, διὰ τὸ ὁποῖον διεξάγεται τακτικὴ ἀνάκρισις. Ἡ ἀνάκριση ἐξακολουθεῖ καὶ τὰ ἐπίσημα στοιχεῖα φέρονται ὡς ἐνοχοποιοῦντα πρόσωπα τῆς ἐπταετίας. Τὸ ἀρχεῖο περιέχει ἔγγραφα καὶ φακέλους ποὺ ἀφοροῦν τὶς δραστηριότητες τῆς στρατιωτικῆς ἀστυνομίας κατὰ τὴν διάρκεια τῆς δικτατορίας. [802, 256, 1007, 403]
bond-number-row: 969507 998006 907610 903549 [416, 2317, 576, 2328]
verdict-paragraph: ΑΘΗΝΑΙ, 16.— Ἀναμένεται ἐντὸς τῶν ἡμερῶν καὶ πιθανῶς αὔριον τὸ βούλευμα τοῦ συμβουλίου ἐφετῶν διὰ τοὺς 39 ἀξιωματικοὺς οἱ ὁποῖοι κατηγοροῦνται γιὰ συνωμοσία. Τὸ βούλευμα ἀναμένεται νὰ παραπέμψει σὲ δίκη τὰ ἐπιβαρυνόμενα πρόσωπα. [1431, 132, 1558, 256]
bizonal-paragraph: ΛΕΥΚΩΣΙΑ, 16, (Ἀσ. Πρές). — Ὁ ὑπουργὸς ἐξωτερικῶν κ. Χριστοφίδης χαρακτήρισε ἀδιανόητη τὴν ἰδέα τῆς διχοτόμησης τῆς Κύπρου. [613, 1433, 790, 1495]
bonds-paragraph: ΑΘΗΝΑΙ, 16.— Κατὰ τὴν γενομένην σήμερον κλήρωσιν τοῦ λαχειοφόρου δανείου οἰκονομικῆς ἀναπτύξεως 1962 ἐκέρδισαν αἱ κάτωθι ὁμολογίαι: [235, 2219, 407, 2275]
lottery-heading: ΟΙ ΚΕΡΔΙΣΑΝΤΕΣ ΑΡΙΘΜΟΙ ΤΟΥ ΛΑΪΚΟΥ ΛΑΧΕΙΟΥ [805, 1913, 1012, 1939]
karamanlis-meeting-paragraph: Κατὰ τὴν σύσκεψιν ἐξητάσθησαν τὰ θέματα τοῦ Αἰγαίου καὶ τοῦ Κυπριακοῦ καὶ ἐλήφθησαν ἀποφάσεις γιὰ τὴν περαιτέρω ἐνίσχυση τῆς ἀμυντικῆς ἱκανότητος τῆς χώρας. [1431, 636, 1558, 726]
lead-paragraph: Σὲ δήλωσή του πρὸς τοὺς ἀντιπροσώπους τοῦ τύπου στὸ ἀεροδρόμιο Λάρνακος, ὁ μακαριώτατος ἀνέφερε ὅτι σκοπὸς τοῦ ταξιδίου του εἶναι ἡ ἐνίσχυση τῶν φιλικῶν σχέσεων τῆς Κύπρου μὲ τὶς ἀραβικὲς χῶρες καὶ ἡ ἐξέταση τῶν ἐξελίξεων εἰς τὸ Κυπριακό. Ἐπὶ τῇ εὐκαιρίᾳ ὁ πρόεδρος διέψευσε κατηγορηματικὰ τὶς πληροφορίες ὅτι ὑφίσταται διαφορὰ ἀπόψεων μεταξὺ αὐτοῦ καὶ τῆς ἑλληνικῆς κυβερνήσεως. Ἐτόνισε ὅτι ἡ συνεργασία μὲ τὴν Ἀθήνα εἶναι στενὴ καὶ ἀρμονικὴ καὶ ὅτι οἱ κοινοὶ στόχοι παραμένουν ἀμετάβλητοι. [29, 430, 201, 652]
bond-number-row: 431446 688285 828978 [416, 2268, 535, 2279]
bonds-heading: ΑΙ ΚΕΡΔΙΣΑΣΑΙ ΟΜΟΛΟΓΙΑΙ ΚΑΤΑ ΤΗΝ ΚΛΗΡΩΣΗ ΛΑΧΕΙΟΦΟΡΟΥ ΔΑΝΕΙΟΥ ΟΙΚΟΝΟΜΙΚΗΣ ΑΝΑΠΤΥΞΕΩΣ [252, 2189, 589, 2214]
lead-column-1 [29, 279, 201, 882]
aegean-paragraph: ΑΘΗΝΑΙ, 16.— Ἀναχώρησε χθὲς γιὰ τὴν Ἄγκυρα ἡ ἑλληνικὴ ἀποστολὴ ποὺ θὰ διεξαγάγει τὶς συνομιλίες γιὰ τὸν ἐναέριο χῶρο τοῦ Αἰγαίου. Τὴν ἀποστολὴ ἀποτελοῦν διπλωμάτες καὶ τεχνικοὶ σύμβουλοι τῆς πολιτικῆς ἀεροπορίας. [802, 968, 1012, 1041]
trial-subheading: ΤΟΝ ΠΥΡΟΒΟΛΗΣΕ ΣΤΟΝ ΙΠΠΟΔΡΟΜΟ [61, 1093, 189, 1118]
aegean-subheading: ΕΛΛΗΝΙΚΗ ΑΠΟΣΤΟΛΗ ΠΗΓΕ ΣΤΗΝ ΑΓΚΥΡΑ [808, 952, 1005, 963]
italy-headline-block [235, 1588, 606, 1779]
teachers-paragraph: Ἡ διοίκηση τῆς διδασκαλικῆς ὁμοσπονδίας ἐξέδωσε ἀνακοίνωση μὲ τὴν ὁποία καλεῖ ὅλους τοὺς δασκάλους τῆς χώρας νὰ ἐκδηλώσουν τὴν συμπαράστασή τους. Ἡ ἀνακοίνωση τονίζει ὅτι ἡ ἐκπαίδευση πρέπει νὰ ἀπαλλαγεῖ ἀπὸ τὰ στοιχεῖα ποὺ συνεργάσθηκαν μὲ τὴν δικτατορία. [1022, 1371, 1277, 1445]
teachers-headline-block [1019, 894, 1558, 1134]
esa-archive-subheading: ΕΙΝΑΙ ΣΥΝΕΡΓΑΤΑΙ ΤΟΥ Δ. ΙΩΑΝΝΙΔΗ [817, 88, 992, 99]
teachers-paragraph: Μετὰ τὴν ἀπόφαση τοῦ ὑπουργείου νὰ θέσει στὴν διάθεσή του τὸν ἐπιθεωρητὴ ποὺ συνεργάσθηκε μὲ τὸ καθεστὼς τῆς χούντας, οἱ ἐκπαιδευτικοὶ ζήτησαν τὴν ἄμεση ἀποκατάσταση τοῦ συναδέλφου τους. [1022, 1675, 1277, 1736]
bizonal-paragraph: Ἡ μελέτη τοῦ σχεδίου συνεχίζεται καὶ ἀναμένεται ἡ ὑποβολὴ τῶν προτάσεων στὸν γενικὸ γραμματέα τοῦ ΟΗΕ. Οἱ συνομιλίες τῶν ἐκπροσώπων τῶν δύο κοινοτήτων θὰ ἐπαναληφθοῦν μετὰ τὸ τέλος τῆς περιοδείας τοῦ προέδρου. [235, 1230, 416, 1328]
bizonal-paragraph: ΛΕΥΚΩΣΙΑ, 16, (Ἀσ. Πρές). — Τοῦρκοι στρατιῶτες συνέλαβαν ποιμένα στὴν νεκρὴ ζώνη. Ἡ δύναμη τῶν Ἡνωμένων Ἐθνῶν διαμαρτυρήθηκε καὶ ζήτησε τὴν ἄμεση ἀπελευθέρωσή του. [613, 1608, 790, 1681]
bizonal-section-heading: Η ΜΕΤΑΒΑΤΙΚΗ [470, 1192, 560, 1207]
tsatsos-paragraph: ΑΘΗΝΑΙ, 16.— Τὸ ὄνομα τοῦ ὑποψηφίου προέδρου τῆς δημοκρατίας θὰ δοθῇ εἰς τὴν δημοσιότητα ἐντὸς τῆς ἑβδομάδος. Ἐπικρατέστερος ὑποψήφιος ἐμφανίζεται ὁ ἀκαδημαϊκὸς κ. Κωνσταντῖνος Τσάτσος, τὸν ὁποῖον θὰ προτείνει ἡ κυβερνητικὴ πλειοψηφία. Ἡ ἀντιπολίτευσις ἀνήγγειλε ὅτι θὰ καταψηφίσει. [1225, 523, 1416, 647]
bizonal-paragraph: ΛΕΥΚΩΣΙΑ, 16, (Ἀθην. Πρακτ.) — Ὁ Τοῦρκος πρωθυπουργὸς κ. Ντεμιρὲλ δήλωσε ὅτι ἡ Τουρκία ἐπιμένει στὴν διζωνικὴ λύση καὶ ὅτι τὸ ζήτημα τῶν ἐδαφῶν θὰ συζητηθεῖ μόνο στὸ τελικὸ στάδιο τῶν διαπραγματεύσεων. [424, 1100, 606, 1185]
lottery-number-row: 4193 8913 12083 31416 32788 [802, 2078, 961, 2090]
refugees-heading: ΕΠΑΝΑΠΑΤΡΙΣΘΗΚΑΝ ΕΚ ΣΟΒ. ΕΝΩΣΕΩΣ 41 ΠΟΛΙΤΙΚΟΙ ΠΡΟΣΦΥΓΕΣ [808, 707, 1001, 752]
bizonal-paragraph: ΛΕΥΚΩΣΙΑ, 16, (Τοῦ ἀνταποκριτοῦ μας). — Οἱ τουρκοκυπριακὲς ἐφημερίδες δημοσιεύουν ἄρθρα γιὰ τὴν δημιουργία ξεχωριστοῦ κράτους. Οἱ ἑλληνοκυπριακὲς πηγὲς χαρακτηρίζουν τὰ δημοσιεύματα ὡς φαντασιοπληξίες. [613, 1112, 790, 1210]
lottery-number-row: 78880 80031 83246 86012 91104 [802, 2115, 973, 2126]
teachers-paragraph: Ὁ ὑπουργὸς Παιδείας κ. Γ. Ράλλης δήλωσε ὅτι ἡ ὑπόθεση ἐξετάζεται καὶ ὅτι θὰ ληφθοῦν οἱ ἐνδεδειγμένες ἀποφάσεις ἐντὸς τῶν προσεχῶν ἡμερῶν. [1022, 1740, 1277, 1789]
lead-section-heading: ΔΕΝ ΥΠΑΡΧΕΙ ΕΚΛΟΓΗ [621, 642, 753, 657]
column-rule [1423, 29, 1424, 882]
section-rule [235, 2181, 606, 2183]
italy-column-1 [235, 1779, 416, 2181]
lead-paragraph: Γιὰ τὸν μακροχρόνιο ἀγώνα, ποὺ ἐξηγεῖται ὁ πρόεδρος, οἱ ἀραβικὲς χῶρες δείχνουν κατανόηση. Ἀπὸ τὴν ἄλλη πλευρά, ἡ Τουρκία ἐπιδιώκει νὰ παρουσιάσει τὸ Κυπριακὸ ὡς ζήτημα ἐσωτερικὸ καὶ νὰ περιορίσει τὴν διεθνοποίησή του. Ὁ Μακάριος τόνισε ὅτι δὲν ὑπάρχει ἐκλογή: ὁ ἀγὼν θὰ συνεχισθεῖ μέχρι τὴν δικαίωση. [594, 660, 780, 782]
bizonal-paragraph: ΛΕΥΚΩΣΙΑ, 16, (Τοῦ ἀνταποκριτοῦ μας). — Ἡ μεταβατικὴ κυβέρνηση τῶν Τουρκοκυπρίων συνεδρίασε χθὲς ὑπὸ τὸν κ. Ντενκτάς. Ἐξετάσθηκαν τὰ θέματα τῆς τουρκοκυπριακῆς διοικήσεως καὶ τῆς ἐπανεγκαταστάσεως. [613, 1214, 790, 1312]
lead-section-heading: ΑΓΩΝΙΖΕΤΑΙ Η ΑΓΚΥΡΑ [620, 495, 754, 510]
trial-heading-line-2: ὁ ἴλαρχος [85, 1019, 165, 1040]
lottery-number-row: 41811 6603 7623 19449 17921 [802, 2066, 961, 2077]
verdict-subheading: ΠΙΘΑΝΩΣ ΑΥΡΙΟΝ ΝΑ ΔΟΘΗ ΕΙΣ ΤΗΝ ΔΗΜΟΣΙΟΤΗΤΑ [1431, 107, 1558, 128]
italy-paragraph: ΡΩΜΗ, 16, (Ρώυτερ). — Οἱ Ἰταλοὶ κομμουνιστὲς πανηγυρίζουν τὴν νίκη τους. Ὁ γενικὸς γραμματέας τοῦ κόμματος δήλωσε ὅτι τὸ ἀποτέλεσμα ἀποτελεῖ ἱστορικὴ καμπὴ γιὰ τὴν πολιτικὴ ζωὴ τῆς χώρας. [235, 1990, 416, 2076]
tsatsos-column-1 [1022, 333, 1213, 882]
bizonal-paragraph: ΛΕΥΚΩΣΙΑ, 16, (Τοῦ ἀνταποκριτοῦ μας). — Ἡ μεταβατικὴ κυβέρνηση τῶν Τουρκοκυπρίων συνεδρίασε χθὲς ὑπὸ τὸν κ. Ντενκτάς. Ἐξετάσθηκαν τὰ θέματα τῆς τουρκοκυπριακῆς διοικήσεως καὶ τῆς ἐπανεγκαταστάσεως. [424, 1210, 606, 1308]
lead-paragraph: Σὲ δήλωσή του πρὸς τοὺς ἀντιπροσώπους τοῦ τύπου στὸ ἀεροδρόμιο Λάρνακος, ὁ μακαριώτατος ἀνέφερε ὅτι σκοπὸς τοῦ ταξιδίου του εἶναι ἡ ἐνίσχυση τῶν φιλικῶν σχέσεων τῆς Κύπρου μὲ τὶς ἀραβικὲς χῶρες καὶ ἡ ἐξέταση τῶν ἐξελίξεων εἰς τὸ Κυπριακό. Ἐπὶ τῇ εὐκαιρίᾳ ὁ πρόεδρος διέψευσε κατηγορηματικὰ τὶς πληροφορίες ὅτι ὑφίσταται διαφορὰ ἀπόψεων μεταξὺ αὐτοῦ καὶ τῆς ἑλληνικῆς κυβερνήσεως. Ἐτόνισε ὅτι ἡ συνεργασία μὲ τὴν Ἀθήνα εἶναι στενὴ καὶ ἀρμονικὴ καὶ ὅτι οἱ κοινοὶ στόχοι παραμένουν ἀμετάβλητοι. [594, 279, 780, 488]
karamanlis-meeting-heading: ΣΥΝΕΚΡΟΤΗΘΗΣΑΝ ΣΥΣΚΕΨΕΙΣ ΥΠΟ ΤΟΝ Κ. ΚΑΡΑΜΑΝΛΗ ΔΙΑ ΤΗΝ ΕΞΩΤΕΡΙΚΗΝ ΠΟΛΙΤΙΚΗΝ [1434, 397, 1555, 443]
bizonal-paragraph: Ὁ Μακάριος συναντήθηκε μὲ τὸν πρόεδρο Σαντάτ καὶ συζήτησαν τὶς ἐξελίξεις στὸ Κυπριακὸ καὶ στὴν Μέση Ἀνατολή. Ὁ Αἰγύπτιος πρόεδρος ἐπανέλαβε τὴν ὑποστήριξη τῆς χώρας του πρὸς τὸν κυπριακὸ λαό. [424, 990, 606, 1075]
bizonal-paragraph: Ἡ μελέτη τοῦ σχεδίου συνεχίζεται καὶ ἀναμένεται ἡ ὑποβολὴ τῶν προτάσεων στὸν γενικὸ γραμματέα τοῦ ΟΗΕ. Οἱ συνομιλίες τῶν ἐκπροσώπων τῶν δύο κοινοτήτων θὰ ἐπαναληφθοῦν μετὰ τὸ τέλος τῆς περιοδείας τοῦ προέδρου. [613, 990, 790, 1088]
tsatsos-paragraph: Ἐὰν ὅμως ὁ ὑποψήφιος εἶναι ὁ κ. Μιχ. Στασινόπουλος, τότε ἡ ἀξιωματικὴ ἀντιπολίτευσις θὰ ρίξει λευκὸ ψηφοδέλτιο. Πάντως τὸ τελικὸ ὄνομα θὰ ἀνακοινωθῇ μετὰ τὴν σύσκεψη τοῦ πρωθυπουργοῦ μὲ τὰ στελέχη τῆς κυβερνήσεως. [1225, 333, 1416, 419]
teachers-section-heading: Ο Κ. ΚΑΡΑΠΙΠΕΡΗΣ [1368, 1817, 1480, 1832]
teachers-paragraph: Μετὰ τὴν ἀπόφαση τοῦ ὑπουργείου νὰ θέσει στὴν διάθεσή του τὸν ἐπιθεωρητὴ ποὺ συνεργάσθηκε μὲ τὸ καθεστὼς τῆς χούντας, οἱ ἐκπαιδευτικοὶ ζήτησαν τὴν ἄμεση ἀποκατάσταση τοῦ συναδέλφου τους. [1292, 1586, 1411, 1709]
refugees-paragraph: ΠΕΙΡΑΙΕΥΣ, 16.— Μὲ τὸ σοβιετικὸ ἐπιβατηγὸ ἀφίχθησαν χθὲς 41 πολιτικοὶ πρόσφυγες ἀπὸ τὴν Σοβιετικὴ Ἕνωση. [802, 774, 1007, 811]
column-rule [396, 279, 397, 877]
bond-number-row: 171159 193004 251863 251454 [416, 2256, 576, 2267]
tsatsos-subheadline: θὰ καταψηφίση ἡ ἀντιπολίτευση. Αν ὑποδειχθῆ ὁ κ. Στασινόπουλος θὰ ρίξη λευκά. [1026, 186, 1394, 264]
esa-archive-column [802, 29, 1007, 912]
tsatsos-column-2 [1225, 333, 1416, 882]
tsatsos-headline-line-2: ἐπικρατέστερος [1027, 80, 1409, 128]
lottery-number-row: 32656 26071 25440 29468 25409 [802, 2005, 973, 2016]
